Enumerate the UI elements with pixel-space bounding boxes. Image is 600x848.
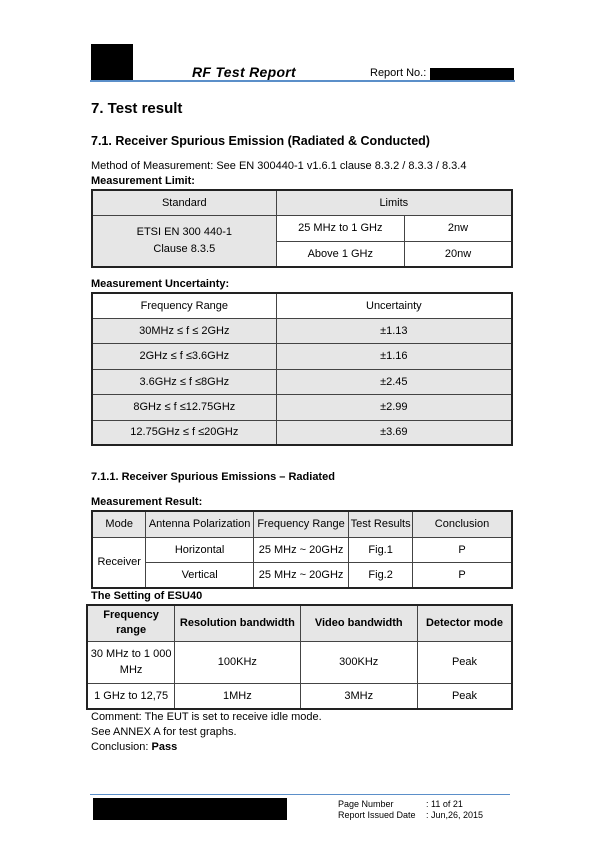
limit-value: 2nw (404, 215, 512, 241)
result-label: Measurement Result: (91, 496, 203, 508)
table-row-value: ±1.13 (276, 318, 512, 343)
col-header-limits: Limits (276, 190, 512, 215)
conclusion-cell: P (412, 537, 512, 562)
mode-cell: Receiver (92, 537, 146, 588)
subsection-heading: 7.1. Receiver Spurious Emission (Radiated & Conducted) (91, 134, 430, 148)
page-number-value: : 11 of 21 (426, 799, 463, 809)
page-number-label: Page Number (338, 799, 394, 809)
redacted-report-no (430, 68, 514, 80)
table-row-range: 3.6GHz ≤ f ≤8GHz (92, 369, 276, 394)
footer-rule (90, 794, 510, 795)
col-header-mode: Mode (92, 511, 146, 537)
conclusion-label: Conclusion: (91, 741, 152, 753)
limit-value: 20nw (404, 241, 512, 267)
report-no-label: Report No.: (370, 67, 427, 79)
limit-range: 25 MHz to 1 GHz (276, 215, 404, 241)
table-row-value: ±3.69 (276, 420, 512, 445)
results-table (91, 510, 513, 589)
table-row-range: 8GHz ≤ f ≤12.75GHz (92, 394, 276, 420)
table-row-range: 12.75GHz ≤ f ≤20GHz (92, 420, 276, 445)
col-header-frequency-range: Frequency Range (253, 511, 348, 537)
col-header-conclusion: Conclusion (412, 511, 512, 537)
col-header-standard: Standard (92, 190, 276, 215)
issued-date-value: : Jun,26, 2015 (426, 810, 484, 820)
range-cell: 1 GHz to 12,75 (87, 683, 175, 709)
conclusion-cell: P (412, 562, 512, 588)
limit-range: Above 1 GHz (276, 241, 404, 267)
uncertainty-label: Measurement Uncertainty: (91, 278, 230, 290)
report-title: RF Test Report (192, 64, 297, 80)
section-heading: 7. Test result (91, 100, 183, 117)
radiated-heading: 7.1.1. Receiver Spurious Emissions – Radiated (91, 471, 335, 483)
col-header-rbw: Resolution bandwidth (175, 605, 300, 641)
standard-clause: Clause 8.3.5 (153, 242, 216, 255)
redacted-footer-company (93, 798, 287, 820)
comment-text: Comment: The EUT is set to receive idle mode. (91, 711, 322, 723)
col-header-vbw: Video bandwidth (300, 605, 417, 641)
result-cell: Fig.2 (349, 562, 413, 588)
table-row-range: 2GHz ≤ f ≤3.6GHz (92, 343, 276, 369)
method-text: Method of Measurement: See EN 300440-1 v1.6.1 clause 8.3.2 / 8.3.3 / 8.3.4 (91, 160, 467, 172)
col-header-frequency-range: Frequency range (87, 605, 175, 641)
redacted-logo (91, 44, 133, 80)
annex-text: See ANNEX A for test graphs. (91, 726, 237, 738)
polarization-cell: Horizontal (146, 537, 253, 562)
rbw-cell: 1MHz (175, 683, 300, 709)
table-row-value: ±1.16 (276, 343, 512, 369)
vbw-cell: 300KHz (300, 641, 417, 683)
col-header-test-results: Test Results (349, 511, 413, 537)
standard-name: ETSI EN 300 440-1 (136, 225, 232, 238)
esu40-table (86, 604, 513, 710)
rbw-cell: 100KHz (175, 641, 300, 683)
polarization-cell: Vertical (146, 562, 253, 588)
col-header-uncertainty: Uncertainty (276, 293, 512, 318)
range-cell: 25 MHz ~ 20GHz (253, 537, 348, 562)
limit-label: Measurement Limit: (91, 175, 195, 187)
table-row-value: ±2.99 (276, 394, 512, 420)
limit-table (91, 189, 513, 268)
col-header-frequency-range: Frequency Range (92, 293, 276, 318)
conclusion-line (91, 741, 177, 753)
col-header-polarization: Antenna Polarization (146, 511, 253, 537)
range-cell: 30 MHz to 1 000 MHz (87, 641, 175, 683)
detector-cell: Peak (417, 683, 512, 709)
result-cell: Fig.1 (349, 537, 413, 562)
col-header-detector: Detector mode (417, 605, 512, 641)
conclusion-value: Pass (151, 741, 178, 753)
esu40-label: The Setting of ESU40 (91, 590, 203, 602)
standard-cell (92, 215, 276, 267)
header-rule (90, 80, 515, 82)
issued-date-label: Report Issued Date (338, 810, 416, 820)
table-row-value: ±2.45 (276, 369, 512, 394)
vbw-cell: 3MHz (300, 683, 417, 709)
table-row-range: 30MHz ≤ f ≤ 2GHz (92, 318, 276, 343)
uncertainty-table (91, 292, 513, 446)
detector-cell: Peak (417, 641, 512, 683)
range-cell: 25 MHz ~ 20GHz (253, 562, 348, 588)
